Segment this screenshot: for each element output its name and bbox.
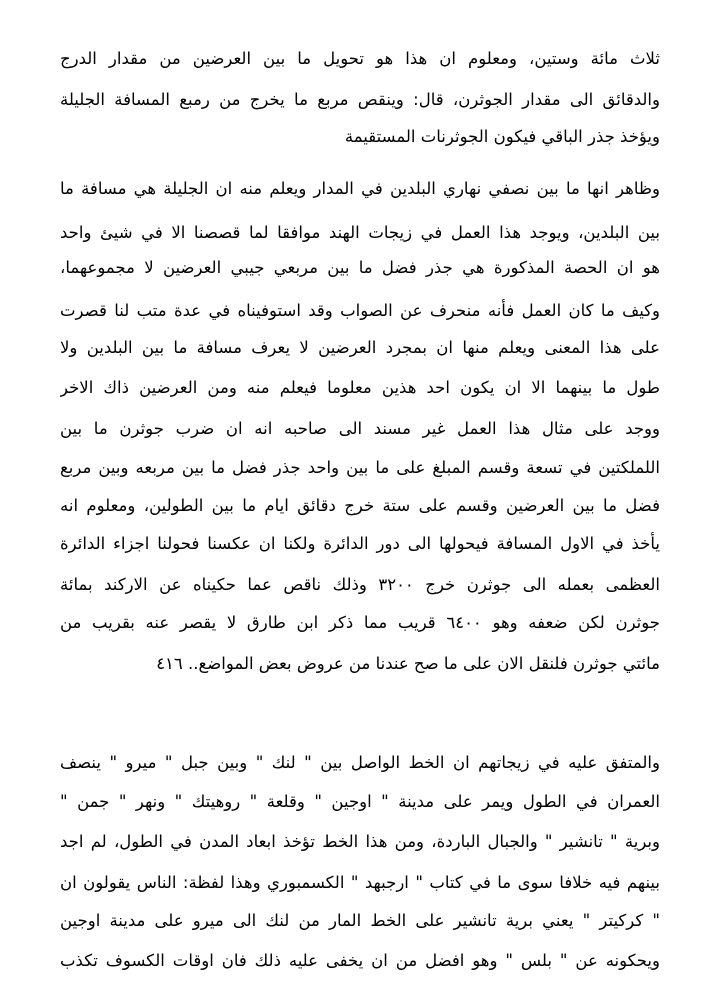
text-line: ويحكونه عن " بلس " وهو افضل من ان يخفى عليه ذلك فان اوقات الكسوف تكذب — [60, 951, 660, 970]
text-line: بين البلدين، ويوجد هذا العمل في زيجات الهند موافقا لما قصصنا الا في شيئ واحد — [60, 223, 660, 242]
text-line: فضل ما بين العرضين وقسم على ستة خرج دقائق ايام ما بين الطولين، ومعلوم انه — [60, 496, 660, 515]
text-line: وبرية " تانشير " والجبال الباردة، ومن هذا الخط تؤخذ ابعاد المدن في الطول، لم اجد — [60, 832, 660, 851]
text-line: بينهم فيه خلافا سوى ما في كتاب " ارجبهد " الكسمبوري وهذا لفظة: الناس يقولون ان — [60, 873, 660, 892]
text-line: والمتفق عليه في زيجاتهم ان الخط الواصل بين " لنك " وبين جبل " ميرو " ينصف — [60, 753, 660, 772]
text-line: العظمى بعمله الى جوثرن خرج ٣٢٠٠ وذلك ناقص عما حكيناه عن الاركند بمائة — [60, 575, 660, 594]
text-line: يأخذ في الاول المسافة فيحولها الى دور الدائرة ولكنا ان عكسنا فحولنا اجزاء الدائرة — [60, 534, 660, 553]
text-line: ووجد على مثال هذا العمل غير مسند الى صاحبه انه ان ضرب جوثرن ما بين — [60, 419, 660, 438]
text-line: والدقائق الى مقدار الجوثرن، قال: وينقص مربع ما يخرج من رمبع المسافة الجليلة — [60, 90, 660, 109]
text-line: اللملكتين في تسعة وقسم المبلغ على ما بين واحد جذر فضل ما بين مربعه وبين مربع — [60, 458, 660, 477]
text-line: مائتي جوثرن فلنقل الان على ما صح عندنا من عروض بعض المواضع.. ٤١٦ — [156, 654, 660, 673]
text-line: ثلاث مائة وستين، ومعلوم ان هذا هو تحويل ما بين العرضين من مقدار الدرج — [60, 49, 660, 68]
text-line: طول ما بينهما الا ان يكون احد هذين معلوما فيعلم منه ومن العرضين ذاك الاخر — [60, 378, 660, 397]
text-line: وظاهر انها ما بين نصفي نهاري البلدين في المدار ويعلم منه ان الجليلة هي مسافة ما — [60, 179, 660, 198]
text-line: " كركيتر " يعني برية تانشير على الخط المار من لنك الى ميرو على مدينة اوجين — [60, 911, 660, 930]
text-line: هو ان الحصة المذكورة هي جذر فضل ما بين مربعي جيبي العرضين لا مجموعهما، — [60, 258, 660, 277]
text-line: جوثرن لكن ضعفه وهو ٦٤٠٠ قريب مما ذكر ابن طارق لا يقصر عنه بقريب من — [60, 613, 660, 632]
text-line: العمران في الطول ويمر على مدينة " اوجين " وقلعة " روهيتك " ونهر " جمن " — [60, 792, 660, 811]
text-line: وكيف ما كان العمل فأنه منحرف عن الصواب وقد استوفيناه في عدة متب لنا قصرت — [60, 301, 660, 320]
text-line: ويؤخذ جذر الباقي فيكون الجوثرنات المستقيمة — [344, 127, 660, 146]
text-line: على هذا المعنى ويعلم منها ان بمجرد العرضين لا يعرف مسافة ما بين البلدين ولا — [60, 338, 660, 357]
